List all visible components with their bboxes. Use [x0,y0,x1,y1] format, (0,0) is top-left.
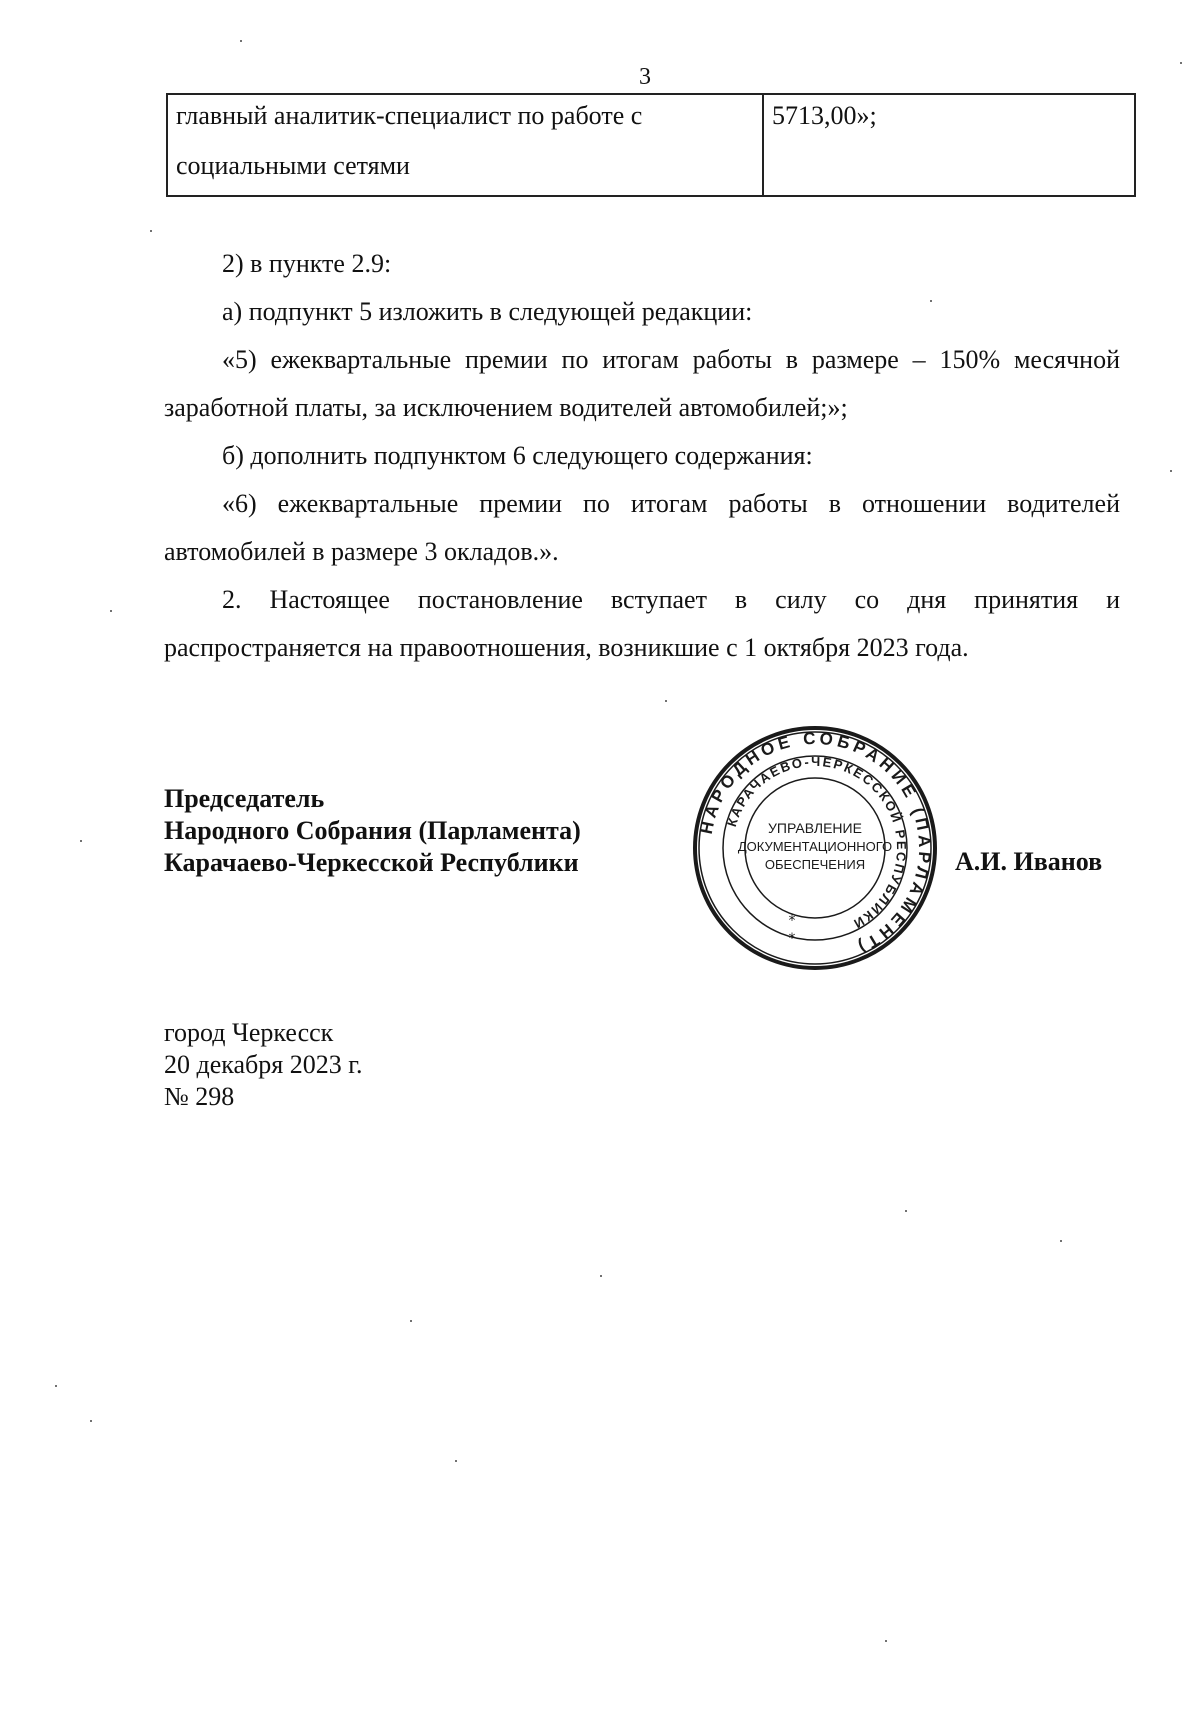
signature-title-line: Карачаево-Черкесской Республики [164,848,579,877]
position-text: главный аналитик-специалист по работе с социальными сетями [176,101,643,180]
seal-center-line: ДОКУМЕНТАЦИОННОГО [737,839,893,854]
official-seal [692,725,938,971]
salary-text: 5713,00»; [772,101,877,130]
scan-speck [90,1420,92,1422]
paragraph-subpoint-b: б) дополнить подпунктом 6 следующего содержания: [222,441,813,470]
signature-title-line: Председатель [164,784,325,813]
footer-date: 20 декабря 2023 г. [164,1050,363,1079]
seal-inner-text: КАРАЧАЕВО-ЧЕРКЕССКОЙ РЕСПУБЛИКИ [723,753,910,933]
document-footer [164,1017,362,1113]
signature-title-block [164,783,581,879]
scan-speck [665,700,667,702]
paragraph-quote-5: «5) ежеквартальные премии по итогам работы в размере – 150% месячной заработной платы, за исключением водителей автомобилей;»; [164,345,1120,422]
salary-cell [763,94,1135,196]
scan-speck [1060,1240,1062,1242]
scan-speck [150,230,152,232]
seal-outer-text: НАРОДНОЕ СОБРАНИЕ (ПАРЛАМЕНТ) [696,728,935,959]
scan-speck [600,1275,602,1277]
scan-speck [905,1210,907,1212]
signer-name: А.И. Иванов [955,847,1103,876]
page-number: 3 [639,64,651,90]
document-body [164,240,1120,672]
seal-star-icon: * [788,913,796,929]
scan-speck [110,610,112,612]
paragraph-quote-6: «6) ежеквартальные премии по итогам работы в отношении водителей автомобилей в размере 3 окладов.». [164,489,1120,566]
scan-speck [455,1460,457,1462]
scan-speck [80,840,82,842]
footer-city: город Черкесск [164,1018,334,1047]
scan-speck [1180,62,1182,64]
seal-center-line: УПРАВЛЕНИЕ [768,820,862,836]
position-cell [167,94,763,196]
paragraph-point-2: 2) в пункте 2.9: [222,249,392,278]
paragraph-effective-date: 2. Настоящее постановление вступает в силу со дня принятия и распространяется на правоотношения, возникшие с 1 октября 2023 года. [164,585,1120,662]
scan-speck [1170,470,1172,472]
scan-speck [240,40,242,42]
table-row [167,94,1135,196]
footer-number: № 298 [164,1082,235,1111]
signature-title-line: Народного Собрания (Парламента) [164,816,581,845]
seal-star-icon: * [788,931,796,947]
seal-center-line: ОБЕСПЕЧЕНИЯ [764,857,866,872]
scan-speck [410,1320,412,1322]
scan-speck [885,1640,887,1642]
salary-table [166,93,1136,197]
scan-speck [55,1385,57,1387]
scan-speck [930,300,932,302]
paragraph-subpoint-a: а) подпункт 5 изложить в следующей редакции: [222,297,753,326]
